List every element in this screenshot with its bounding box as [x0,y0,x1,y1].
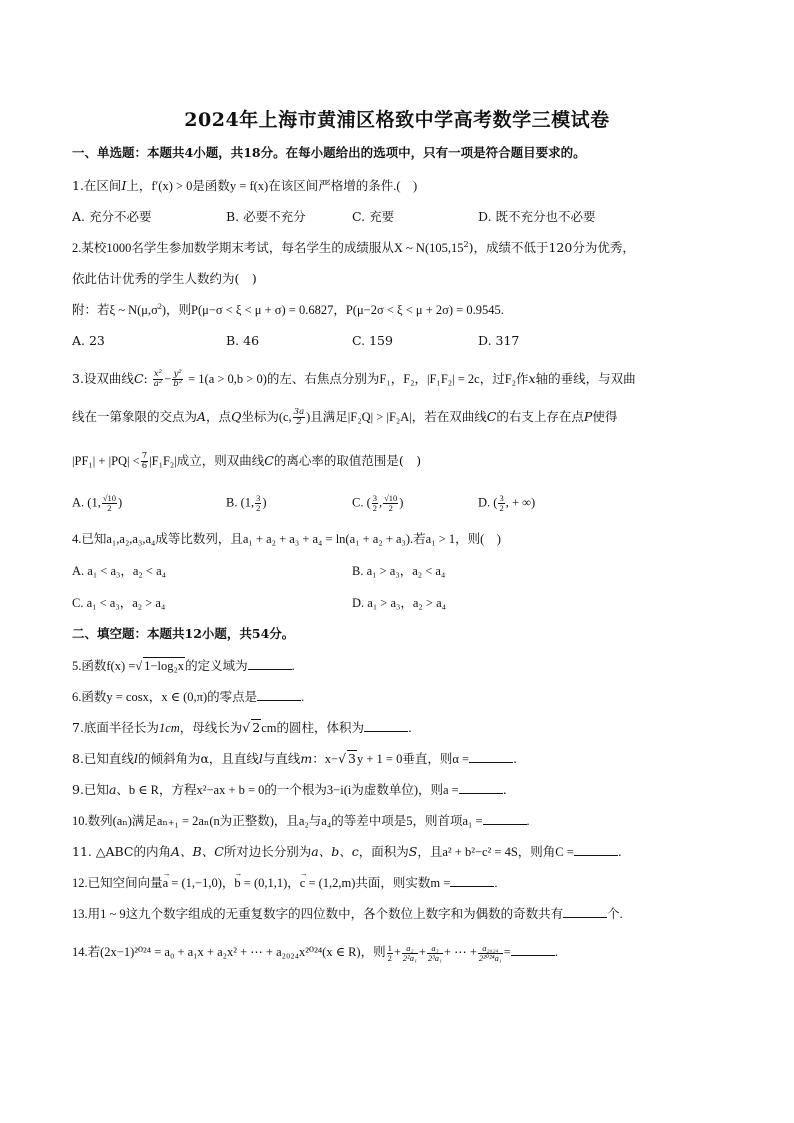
q3-point-q: Q [231,409,242,424]
section-heading-single-choice: 一、单选题：本题共4小题，共18分。在每小题给出的选项中，只有一项是符合题目要求的。 [72,145,586,160]
q2-text-2: )，成绩不低于120分为优秀， [468,240,635,255]
q3-text-2: = 1(a > 0,b > 0)的左、右焦点分别为F₁，F₂，|F₁F₂| = 2c，过F₂作 [188,372,529,386]
q4-option-a[interactable]: A. a₁ < a₃，a₂ < a₄ [72,564,167,578]
section-heading-fill-in: 二、填空题：本题共12小题，共54分。 [72,626,295,641]
question-2-stem [72,240,732,256]
q3-option-a[interactable]: A. (1, $\frac{√10}{2}$ ) [72,493,123,513]
question-12: 12.已知空间向量→ a = (1,−1,0)，→ b = (0,1,1)，→ c = (1,2,m)共面，则实数m = . [72,874,732,891]
q5-answer-blank[interactable] [248,657,292,670]
q10-answer-blank[interactable] [483,812,527,825]
q1-option-b[interactable]: B. 必要不充分 [226,209,306,224]
q3-option-b[interactable]: B. (1, $\frac{3}{2}$ ) [226,493,267,513]
q3-text: 3.设双曲线 [72,371,134,386]
q3-l2-text-4: )且满足|F₂Q| > |F₂A|，若在双曲线 [306,410,487,424]
question-1-stem [72,178,732,194]
q3-fraction-7-6: $\frac{7}{6}$ [141,451,148,471]
q3-curve-c-3: C [264,453,274,468]
q2-option-d[interactable]: D. 317 [478,333,520,348]
question-5: 5.函数f(x) =√ 1−log₂x的定义域为 . [72,659,295,673]
q14-answer-blank[interactable] [511,943,555,956]
q2-option-a[interactable]: A. 23 [72,333,105,348]
question-4-stem: 4.已知a₁,a₂,a₃,a₄成等比数列，且a₁ + a₂ + a₃ + a₄ = ln(a₁ + a₂ + a₃).若a₁ > 1，则( ) [72,532,501,546]
q3-curve-c-2: C [486,409,497,424]
q4-option-d[interactable]: D. a₁ > a₃，a₂ > a₄ [352,596,447,610]
q3-l3-text: |PF₁| + |PQ| < [72,454,140,468]
q3-option-c[interactable]: C. ( $\frac{3}{2}$ , $\frac{√10}{2}$ ) [352,493,404,513]
question-13: 13.用1 ~ 9这九个数字组成的无重复数字的四位数中，各个数位上数字和为偶数的奇数共有 个. [72,907,623,921]
q2-appendix-sup: 2 [157,301,162,311]
q3-colon: : [143,371,148,386]
q3-minus: − [164,372,172,386]
q4-option-b[interactable]: B. a₁ > a₃，a₂ < a₄ [352,564,446,578]
question-3-stem-line3 [72,452,732,471]
q3-l2-text-2: ，点 [206,409,232,424]
q1-interval-symbol: I [121,178,127,193]
question-3-stem [72,370,732,389]
question-9: 9.已知a、b ∈ R，方程x²−ax + b = 0的一个根为3−i(i为虚数单位)，则a = . [72,782,507,797]
q13-answer-blank[interactable] [563,905,607,918]
q3-l2-text-3: 坐标为(c, [241,410,292,424]
q6-answer-blank[interactable] [257,688,301,701]
q3-l3-text-3: 的离心率的取值范围是( ) [273,453,422,468]
q1-text-2: 上，f′(x) > 0是函数y = f(x)在该区间严格增的条件.( ) [126,179,418,193]
q3-point-a: A [197,409,207,424]
q1-option-c[interactable]: C. 充要 [352,209,395,224]
q3-l2-text: 线在一第象限的交点为 [72,409,198,424]
q3-fraction-x: $\frac{\text{x²}}{\text{a²}}$ [153,369,163,389]
q3-l3-text-2: |F₁F₂|成立，则双曲线 [149,454,265,468]
q3-option-d[interactable]: D. ( $\frac{3}{2}$ , + ∞) [478,493,536,513]
q1-option-a[interactable]: A. 充分不必要 [72,209,152,224]
q3-l2-text-5: 的右支上存在点 [496,409,584,424]
q2-text: 2.某校1000名学生参加数学期末考试，每名学生的成绩服从X ~ N(105,15 [72,241,464,255]
q3-curve-c: C [133,371,144,386]
q3-fraction-3a2: $\frac{3a}{2}$ [293,407,305,427]
q11-answer-blank[interactable] [574,843,618,856]
q8-answer-blank[interactable] [469,750,513,763]
question-7: 7.底面半径长为1cm，母线长为√ 2cm的圆柱，体积为 . [72,720,412,735]
q2-appendix-text-2: )，则P(μ−σ < ξ < μ + σ) = 0.6827，P(μ−2σ < ξ < μ + 2σ) = 0.9545. [161,303,504,317]
q9-answer-blank[interactable] [459,781,503,794]
q4-option-c[interactable]: C. a₁ < a₃，a₂ > a₄ [72,596,166,610]
q7-answer-blank[interactable] [364,719,408,732]
question-8: 8.已知直线l的倾斜角为α，且直线l与直线m：x−√ 3y + 1 = 0垂直，则α = . [72,751,518,766]
question-11: 11. △ABC的内角A、B、C所对边长分别为a、b、c，面积为S，且a² + b²−c² = 4S，则角C = . [72,844,622,859]
question-2-appendix [72,302,732,318]
q3-l2-text-6: 使得 [592,409,618,424]
q2-sup: 2 [463,239,469,249]
page-title: 2024年上海市黄浦区格致中学高考数学三模试卷 [184,109,610,131]
q1-text: 1.在区间 [72,178,122,193]
q1-option-d[interactable]: D. 既不充分也不必要 [478,209,596,224]
q2-option-b[interactable]: B. 46 [226,333,260,348]
question-6: 6.函数y = cosx，x ∈ (0,π)的零点是 . [72,690,305,704]
q3-fraction-y: $\frac{\text{y²}}{\text{b²}}$ [173,369,183,389]
question-2-stem-line2: 依此估计优秀的学生人数约为( ) [72,271,257,286]
question-10: 10.数列(aₙ)满足aₙ₊₁ = 2aₙ(n为正整数)，且a₂与a₄的等差中项是5，则首项a₁ = . [72,814,530,828]
q3-x-axis: x [528,371,536,386]
q3-point-p: P [583,409,593,424]
q3-text-3: 轴的垂线，与双曲 [535,371,636,386]
question-3-stem-line2 [72,408,732,427]
question-14: 14.若(2x−1)²⁰²⁴ = a₀ + a₁x + a₂x² + ⋯ + a₂₀₂₄x²⁰²⁴(x ∈ R)，则 $\frac{1}{2}$ + $\frac{\text{a₂}}{\text{2²a₁}}$ + $\frac{\text{a₃}}{\text{2³a₁}}$ + ⋯ + $\frac{\text{a₂₀₂₄}}{\text{2²⁰²⁴a₁}}$ = . [72,942,558,963]
q2-option-c[interactable]: C. 159 [352,333,393,348]
q12-answer-blank[interactable] [450,874,494,887]
q2-appendix-text: 附：若ξ ~ N(μ,σ [72,303,158,317]
